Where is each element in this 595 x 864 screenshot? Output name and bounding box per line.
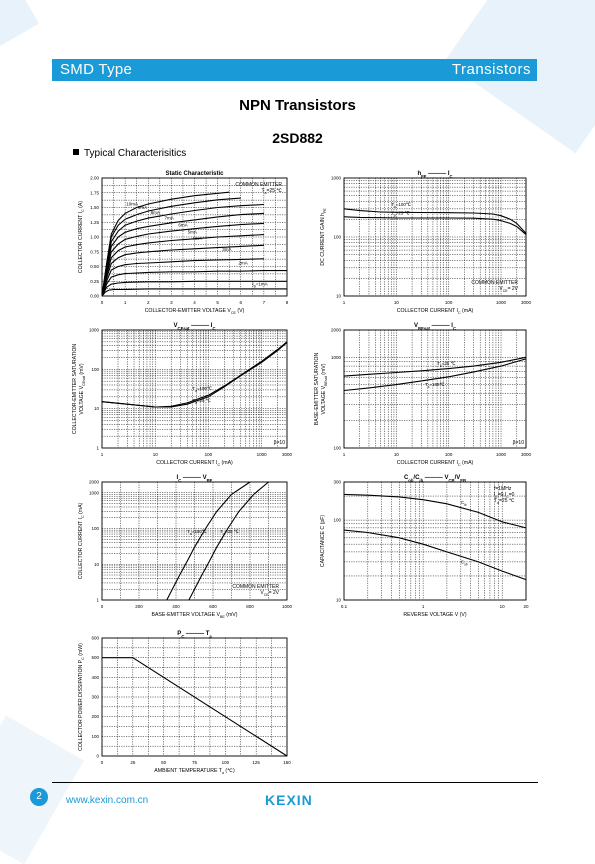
series-label: $T_a=100℃$ [192,386,213,394]
y-axis-label: CAPACITANCE C (pF) [320,514,326,568]
section-heading [73,148,186,159]
x-tick-label: 6 [239,300,243,305]
header-left-label: SMD Type [60,61,133,78]
y-tick-label: 1000 [88,327,99,333]
x-axis-label: COLLECTOR-EMITTER VOLTAGE $V_{CE}$ (V) [144,308,245,315]
y-tick-label: 100 [333,445,341,451]
y-tick-label: 400 [91,674,99,680]
series-label: 8mA [150,210,160,216]
x-tick-label: 5 [216,300,219,305]
chart-title: Static Characteristic [165,171,224,177]
series-label: $T_a=25$ ℃ [437,361,456,369]
series-label: 7mA [164,215,174,221]
page-number: 2 [30,788,48,806]
series-label: 4mA [192,236,202,242]
chart-title: $h_{FE}$ ——— $I_C$ [417,171,453,179]
series-line [189,482,269,600]
y-tick-label: 1 [96,597,99,603]
x-axis-label: AMBIENT TEMPERATURE $T_a$ (℃) [154,768,235,775]
chart-annotation: $T_a=25$ ℃ [494,498,515,505]
x-tick-label: 2 [146,300,150,305]
y-tick-label: 100 [91,733,99,739]
x-tick-label: 1000 [256,452,267,457]
x-tick-label: 7 [262,300,266,305]
x-axis-label: COLLECTOR CURRENT $I_C$ (mA) [156,460,233,467]
y-tick-label: 1.25 [90,219,99,225]
y-tick-label: 1.50 [90,205,99,210]
series-label: $C_{ib}$ [460,499,467,507]
chart-power-dissipation [60,628,300,776]
y-axis-label: DC CURRENT GAIN $h_{FE}$ [320,208,327,266]
y-tick-label: 2000 [330,327,341,333]
chart-static-characteristic [60,168,300,316]
x-tick-label: 800 [246,604,254,609]
header-right-label: Transistors [451,61,531,78]
series-label: $T_a=100℃$ [187,529,207,537]
series-line [167,482,250,600]
x-axis-label: REVERSE VOLTAGE V (V) [403,612,467,618]
x-tick-label: 150 [283,760,291,765]
chart-annotation: $V_{CE}= 2V$ [499,286,518,293]
chart-annotation: COMMON EMITTER [235,182,282,188]
series-label: $T_a=25$ ℃ [220,529,239,537]
y-tick-label: 2000 [88,479,99,485]
series-label: $T_a=25$ ℃ [391,210,410,218]
chart-vcesat-vs-ic [60,320,300,468]
y-axis-label: BASE-EMITTER SATURATION [314,352,320,426]
chart-annotation: $I_E=0,I_C=0$ [494,492,515,499]
x-tick-label: 125 [252,760,260,765]
x-axis-label: COLLECTOR CURRENT $I_C$ (mA) [396,308,474,315]
y-tick-label: 0.50 [90,264,99,269]
x-tick-label: 10 [499,604,505,609]
x-tick-label: 10 [393,452,399,457]
y-axis-label: COLLECTOR CURRENT $I_C$ (mA) [78,502,85,580]
y-tick-label: 100 [91,526,99,532]
series-label: 9mA [137,204,148,210]
chart-annotation: $T_a=25$ ℃ [261,188,282,195]
x-tick-label: 1000 [281,604,293,609]
x-tick-label: 100 [204,452,213,457]
x-tick-label: 0 [100,760,104,765]
chart-title: $V_{BEsat}$ ——— $I_C$ [414,323,456,331]
bullet-square-icon [73,149,79,155]
x-tick-label: 100 [444,452,453,457]
y-tick-label: 1000 [88,490,99,496]
y-tick-label: 100 [91,366,99,372]
y-tick-label: 0.75 [90,249,99,255]
kexin-logo: KEXIN [265,792,313,808]
y-tick-label: 10 [335,597,341,603]
x-tick-label: 600 [209,604,217,609]
y-tick-label: 1.75 [90,190,99,196]
y-tick-label: 0.00 [90,293,99,299]
series-label: 10mA [126,201,139,207]
series-label: $T_a=25$ ℃ [192,397,211,405]
y-tick-label: 10 [335,293,341,299]
x-tick-label: 1 [100,452,104,457]
y-tick-label: 300 [91,694,99,700]
y-tick-label: 100 [333,234,341,240]
x-tick-label: 10 [152,452,158,457]
x-tick-label: 1 [421,604,425,609]
x-tick-label: 1 [342,300,346,305]
y-axis-label: COLLECTOR-EMITTER SATURATION [72,343,78,435]
chart-hfe-vs-ic [310,168,540,316]
x-tick-label: 8 [285,300,289,305]
x-axis-label: BASE-EMITTER VOLTAGE $V_{BE}$ (mV) [151,612,238,619]
x-tick-label: 3 [170,300,173,305]
y-tick-label: 600 [91,635,99,641]
chart-vbesat-vs-ic [310,320,540,468]
x-tick-label: 3000 [281,452,293,457]
y-tick-label: 10 [93,561,99,567]
x-tick-label: 50 [161,760,167,765]
x-tick-label: 10 [393,300,399,305]
x-tick-label: 3000 [520,452,532,457]
x-tick-label: 200 [135,604,143,609]
x-tick-label: 0.1 [340,604,348,609]
x-tick-label: 100 [444,300,453,305]
chart-title: $C_{ob}/C_{ib}$ ——— $V_{CB}/V_{EB}$ [403,475,467,483]
y-tick-label: 1 [96,445,99,451]
x-tick-label: 0 [100,300,104,305]
chart-title: $I_C$ ——— $V_{BE}$ [176,475,213,483]
page-title: NPN Transistors [239,97,356,114]
series-label: $I_B=1mA$ [252,281,268,289]
chart-annotation: β=10 [273,440,285,446]
x-tick-label: 75 [191,760,198,765]
section-heading-text: Typical Characterisitics [84,148,187,159]
x-tick-label: 1000 [496,452,507,457]
part-number: 2SD882 [272,130,323,146]
x-tick-label: 0 [100,604,104,609]
y-tick-label: 0 [96,753,99,759]
x-tick-label: 25 [130,760,136,765]
chart-annotation: COMMON EMITTER [232,584,279,590]
series-label: 5mA [187,229,197,235]
chart-title: $P_C$ ——— $T_a$ [177,631,212,639]
y-tick-label: 500 [91,655,99,661]
chart-title: $V_{CEsat}$ ——— $I_C$ [173,323,216,331]
y-tick-label: 200 [91,714,99,720]
y-axis-label: VOLTAGE $V_{BEsat}$ (mV) [321,363,328,415]
series-label: $T_a=100℃$ [424,382,445,390]
watermark [0,0,39,68]
footer-url[interactable]: www.kexin.com.cn [66,795,149,806]
y-tick-label: 2.00 [90,175,99,181]
x-tick-label: 20 [523,604,529,609]
y-axis-label: VOLTAGE $V_{CEsat}$ (mV) [79,363,86,415]
y-tick-label: 1.00 [90,234,99,240]
chart-ic-vs-vbe [60,472,300,620]
series-label: 6mA [178,222,188,228]
x-tick-label: 1 [342,452,346,457]
x-tick-label: 3000 [520,300,532,305]
y-tick-label: 1000 [330,354,341,360]
chart-annotation: β=10 [512,440,524,446]
chart-annotation: $V_{CE}= 2V$ [260,590,279,597]
y-tick-label: 300 [333,479,341,485]
y-tick-label: 10 [93,406,99,412]
x-tick-label: 4 [193,300,196,305]
x-tick-label: 1000 [496,300,507,305]
y-tick-label: 100 [333,517,341,523]
chart-annotation: COMMON EMITTER [471,280,518,286]
y-axis-label: COLLECTOR POWER DISSIPATION $P_C$ (mW) [78,643,85,751]
x-axis-label: COLLECTOR CURRENT $I_C$ (mA) [396,460,474,467]
series-line [102,289,287,296]
x-tick-label: 400 [172,604,180,609]
chart-capacitance [310,472,540,620]
x-tick-label: 1 [123,300,127,305]
x-tick-label: 100 [221,760,230,765]
series-label: $T_a=100℃$ [391,202,411,210]
y-tick-label: 0.25 [90,278,99,284]
y-axis-label: COLLECTOR CURRENT $I_C$ (A) [78,200,85,274]
series-label: $C_{ob}$ [460,559,468,567]
chart-annotation: f=1MHz [494,486,512,492]
header-banner [52,59,537,81]
series-label: 2mA [238,260,248,266]
y-tick-label: 1000 [330,175,341,181]
footer-divider [52,782,538,783]
series-label: 3mA [222,246,232,252]
